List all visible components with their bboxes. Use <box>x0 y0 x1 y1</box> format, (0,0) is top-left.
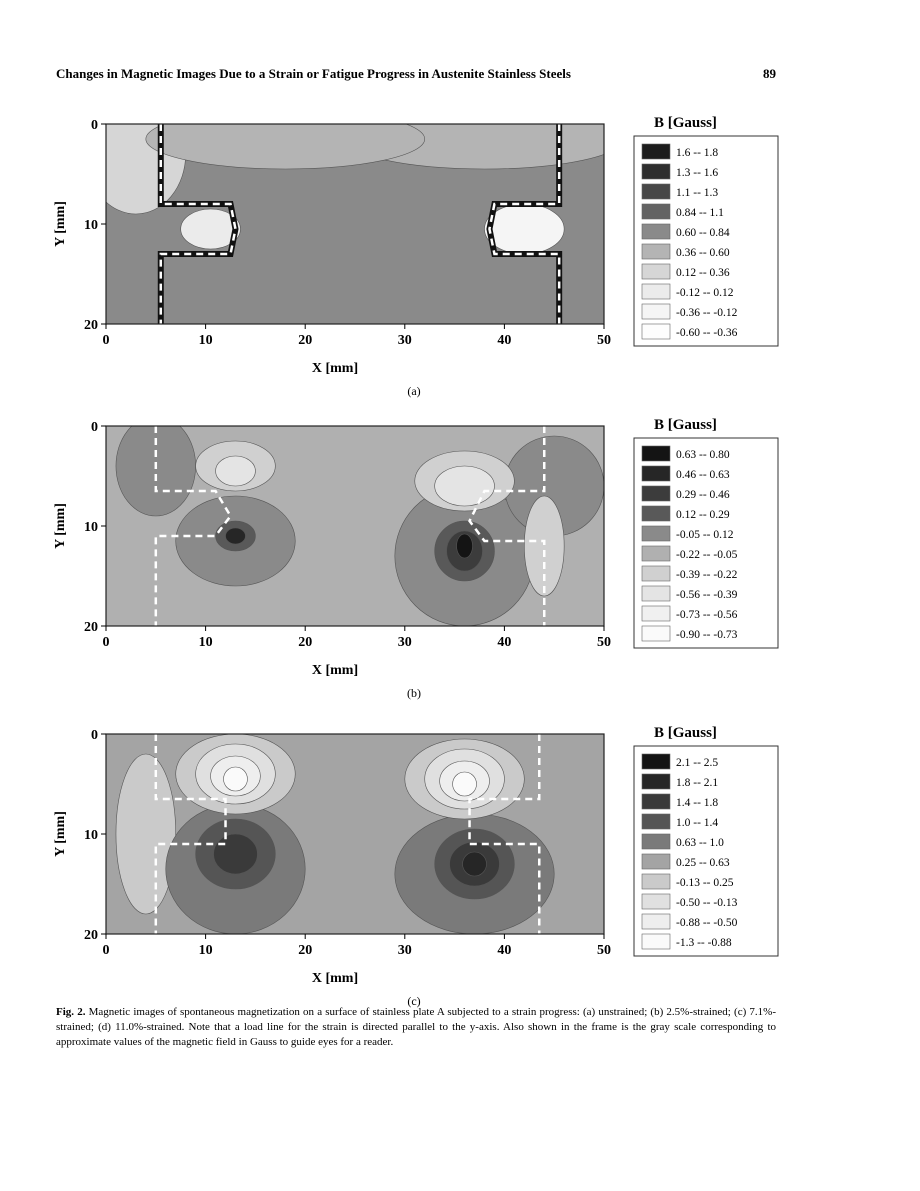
figure-caption <box>56 1005 776 1050</box>
legend-label: 0.84 -- 1.1 <box>676 207 724 219</box>
x-axis-label: X [mm] <box>311 971 359 986</box>
figure-panel-b <box>40 410 800 710</box>
y-axis-label: Y [mm] <box>53 201 68 247</box>
legend-label: -0.13 -- 0.25 <box>676 877 734 889</box>
legend-swatch <box>642 304 670 319</box>
x-tick-label: 10 <box>198 635 213 650</box>
legend-swatch <box>642 506 670 521</box>
x-axis-label: X [mm] <box>311 663 359 678</box>
x-tick-label: 20 <box>298 635 313 650</box>
legend-swatch <box>642 626 670 641</box>
legend-swatch <box>642 264 670 279</box>
x-tick-label: 30 <box>397 943 412 958</box>
caption-text: Magnetic images of spontaneous magnetization on a surface of stainless plate A subjected to a strain progress: (a) unstrained; (b) 2.5%-strained; (c) 7.1%-strained; (d) 11.0%-strained. Note that a load line for the strain is directed parallel to the y-axis. Also shown in the frame is the gray scale corresponding to approximate values of the magnetic field in Gauss to guide eyes for a reader. <box>56 1006 776 1048</box>
heatmap-area <box>106 734 604 934</box>
legend-label: 0.60 -- 0.84 <box>676 227 730 239</box>
legend-swatch <box>642 244 670 259</box>
legend-label: 0.29 -- 0.46 <box>676 489 730 501</box>
y-tick-label: 20 <box>84 620 98 635</box>
panel-label: (b) <box>407 686 421 700</box>
contour-region <box>226 528 246 544</box>
legend-swatch <box>642 466 670 481</box>
legend-label: -0.88 -- -0.50 <box>676 917 738 929</box>
legend-swatch <box>642 144 670 159</box>
legend-label: 1.8 -- 2.1 <box>676 777 719 789</box>
legend-label: 0.63 -- 1.0 <box>676 837 724 849</box>
legend-swatch <box>642 184 670 199</box>
legend-swatch <box>642 874 670 889</box>
legend-label: -0.60 -- -0.36 <box>676 327 738 339</box>
x-tick-label: 40 <box>497 635 512 650</box>
x-tick-label: 50 <box>597 635 611 650</box>
legend-label: 1.4 -- 1.8 <box>676 797 719 809</box>
contour-region <box>457 534 473 558</box>
y-tick-label: 10 <box>84 218 98 233</box>
x-tick-label: 20 <box>298 943 313 958</box>
x-tick-label: 0 <box>102 635 110 650</box>
contour-region <box>453 772 477 796</box>
legend-swatch <box>642 814 670 829</box>
magnetic-image-chart-b <box>40 410 800 710</box>
contour-region <box>484 204 564 254</box>
contour-region <box>146 109 425 169</box>
legend-label: 0.63 -- 0.80 <box>676 449 730 461</box>
y-tick-label: 0 <box>91 728 98 743</box>
x-tick-label: 50 <box>597 943 611 958</box>
contour-region <box>435 466 495 506</box>
y-tick-label: 0 <box>91 420 98 435</box>
x-tick-label: 40 <box>497 943 512 958</box>
y-tick-label: 20 <box>84 318 98 333</box>
y-axis-label: Y [mm] <box>53 503 68 549</box>
legend-swatch <box>642 324 670 339</box>
legend-label: -0.90 -- -0.73 <box>676 629 738 641</box>
x-tick-label: 20 <box>298 333 313 348</box>
legend-swatch <box>642 774 670 789</box>
x-tick-label: 40 <box>497 333 512 348</box>
legend-label: -0.22 -- -0.05 <box>676 549 738 561</box>
legend-swatch <box>642 284 670 299</box>
x-tick-label: 10 <box>198 333 213 348</box>
legend-label: 2.1 -- 2.5 <box>676 757 719 769</box>
legend-label: -0.73 -- -0.56 <box>676 609 738 621</box>
legend-swatch <box>642 446 670 461</box>
legend-swatch <box>642 934 670 949</box>
panel-label: (c) <box>407 994 421 1008</box>
y-axis-label: Y [mm] <box>53 811 68 857</box>
contour-region <box>224 767 248 791</box>
legend-title: B [Gauss] <box>654 115 717 131</box>
legend-swatch <box>642 834 670 849</box>
y-tick-label: 20 <box>84 928 98 943</box>
legend-swatch <box>642 526 670 541</box>
legend-swatch <box>642 164 670 179</box>
legend-swatch <box>642 586 670 601</box>
legend-title: B [Gauss] <box>654 417 717 433</box>
magnetic-image-chart-a <box>40 108 800 408</box>
legend-label: 1.1 -- 1.3 <box>676 187 719 199</box>
heatmap-area <box>106 416 604 626</box>
contour-region <box>116 754 176 914</box>
legend-swatch <box>642 794 670 809</box>
magnetic-image-chart-c <box>40 718 800 1018</box>
legend-swatch <box>642 914 670 929</box>
x-tick-label: 30 <box>397 635 412 650</box>
panel-label: (a) <box>407 384 421 398</box>
legend-swatch <box>642 606 670 621</box>
figure-panel-c <box>40 718 800 1018</box>
legend-label: -0.50 -- -0.13 <box>676 897 738 909</box>
y-tick-label: 10 <box>84 520 98 535</box>
legend-label: 1.6 -- 1.8 <box>676 147 719 159</box>
running-title: Changes in Magnetic Images Due to a Strain or Fatigue Progress in Austenite Stainless Steels <box>56 66 571 81</box>
figure-panel-a <box>40 108 800 408</box>
legend-label: -0.05 -- 0.12 <box>676 529 734 541</box>
legend-label: -0.36 -- -0.12 <box>676 307 738 319</box>
legend-swatch <box>642 486 670 501</box>
legend-label: -0.12 -- 0.12 <box>676 287 734 299</box>
legend-swatch <box>642 224 670 239</box>
contour-region <box>463 852 487 876</box>
legend-label: 0.46 -- 0.63 <box>676 469 730 481</box>
legend-swatch <box>642 566 670 581</box>
x-tick-label: 50 <box>597 333 611 348</box>
legend-label: 0.25 -- 0.63 <box>676 857 730 869</box>
legend-swatch <box>642 894 670 909</box>
x-tick-label: 30 <box>397 333 412 348</box>
legend-label: -0.56 -- -0.39 <box>676 589 738 601</box>
legend-swatch <box>642 546 670 561</box>
heatmap-area <box>86 108 624 324</box>
legend-swatch <box>642 754 670 769</box>
legend-label: 0.12 -- 0.36 <box>676 267 730 279</box>
contour-region <box>216 456 256 486</box>
legend-label: -0.39 -- -0.22 <box>676 569 738 581</box>
y-tick-label: 10 <box>84 828 98 843</box>
legend-label: 1.3 -- 1.6 <box>676 167 719 179</box>
legend-title: B [Gauss] <box>654 725 717 741</box>
contour-region <box>214 834 258 874</box>
legend-label: -1.3 -- -0.88 <box>676 937 732 949</box>
legend-swatch <box>642 854 670 869</box>
x-axis-label: X [mm] <box>311 361 359 376</box>
legend-label: 1.0 -- 1.4 <box>676 817 719 829</box>
y-tick-label: 0 <box>91 118 98 133</box>
x-tick-label: 10 <box>198 943 213 958</box>
legend-label: 0.36 -- 0.60 <box>676 247 730 259</box>
x-tick-label: 0 <box>102 333 110 348</box>
legend-label: 0.12 -- 0.29 <box>676 509 730 521</box>
page-header <box>56 66 776 86</box>
caption-label: Fig. 2. <box>56 1006 86 1018</box>
legend-swatch <box>642 204 670 219</box>
page-number: 89 <box>763 66 776 81</box>
x-tick-label: 0 <box>102 943 110 958</box>
